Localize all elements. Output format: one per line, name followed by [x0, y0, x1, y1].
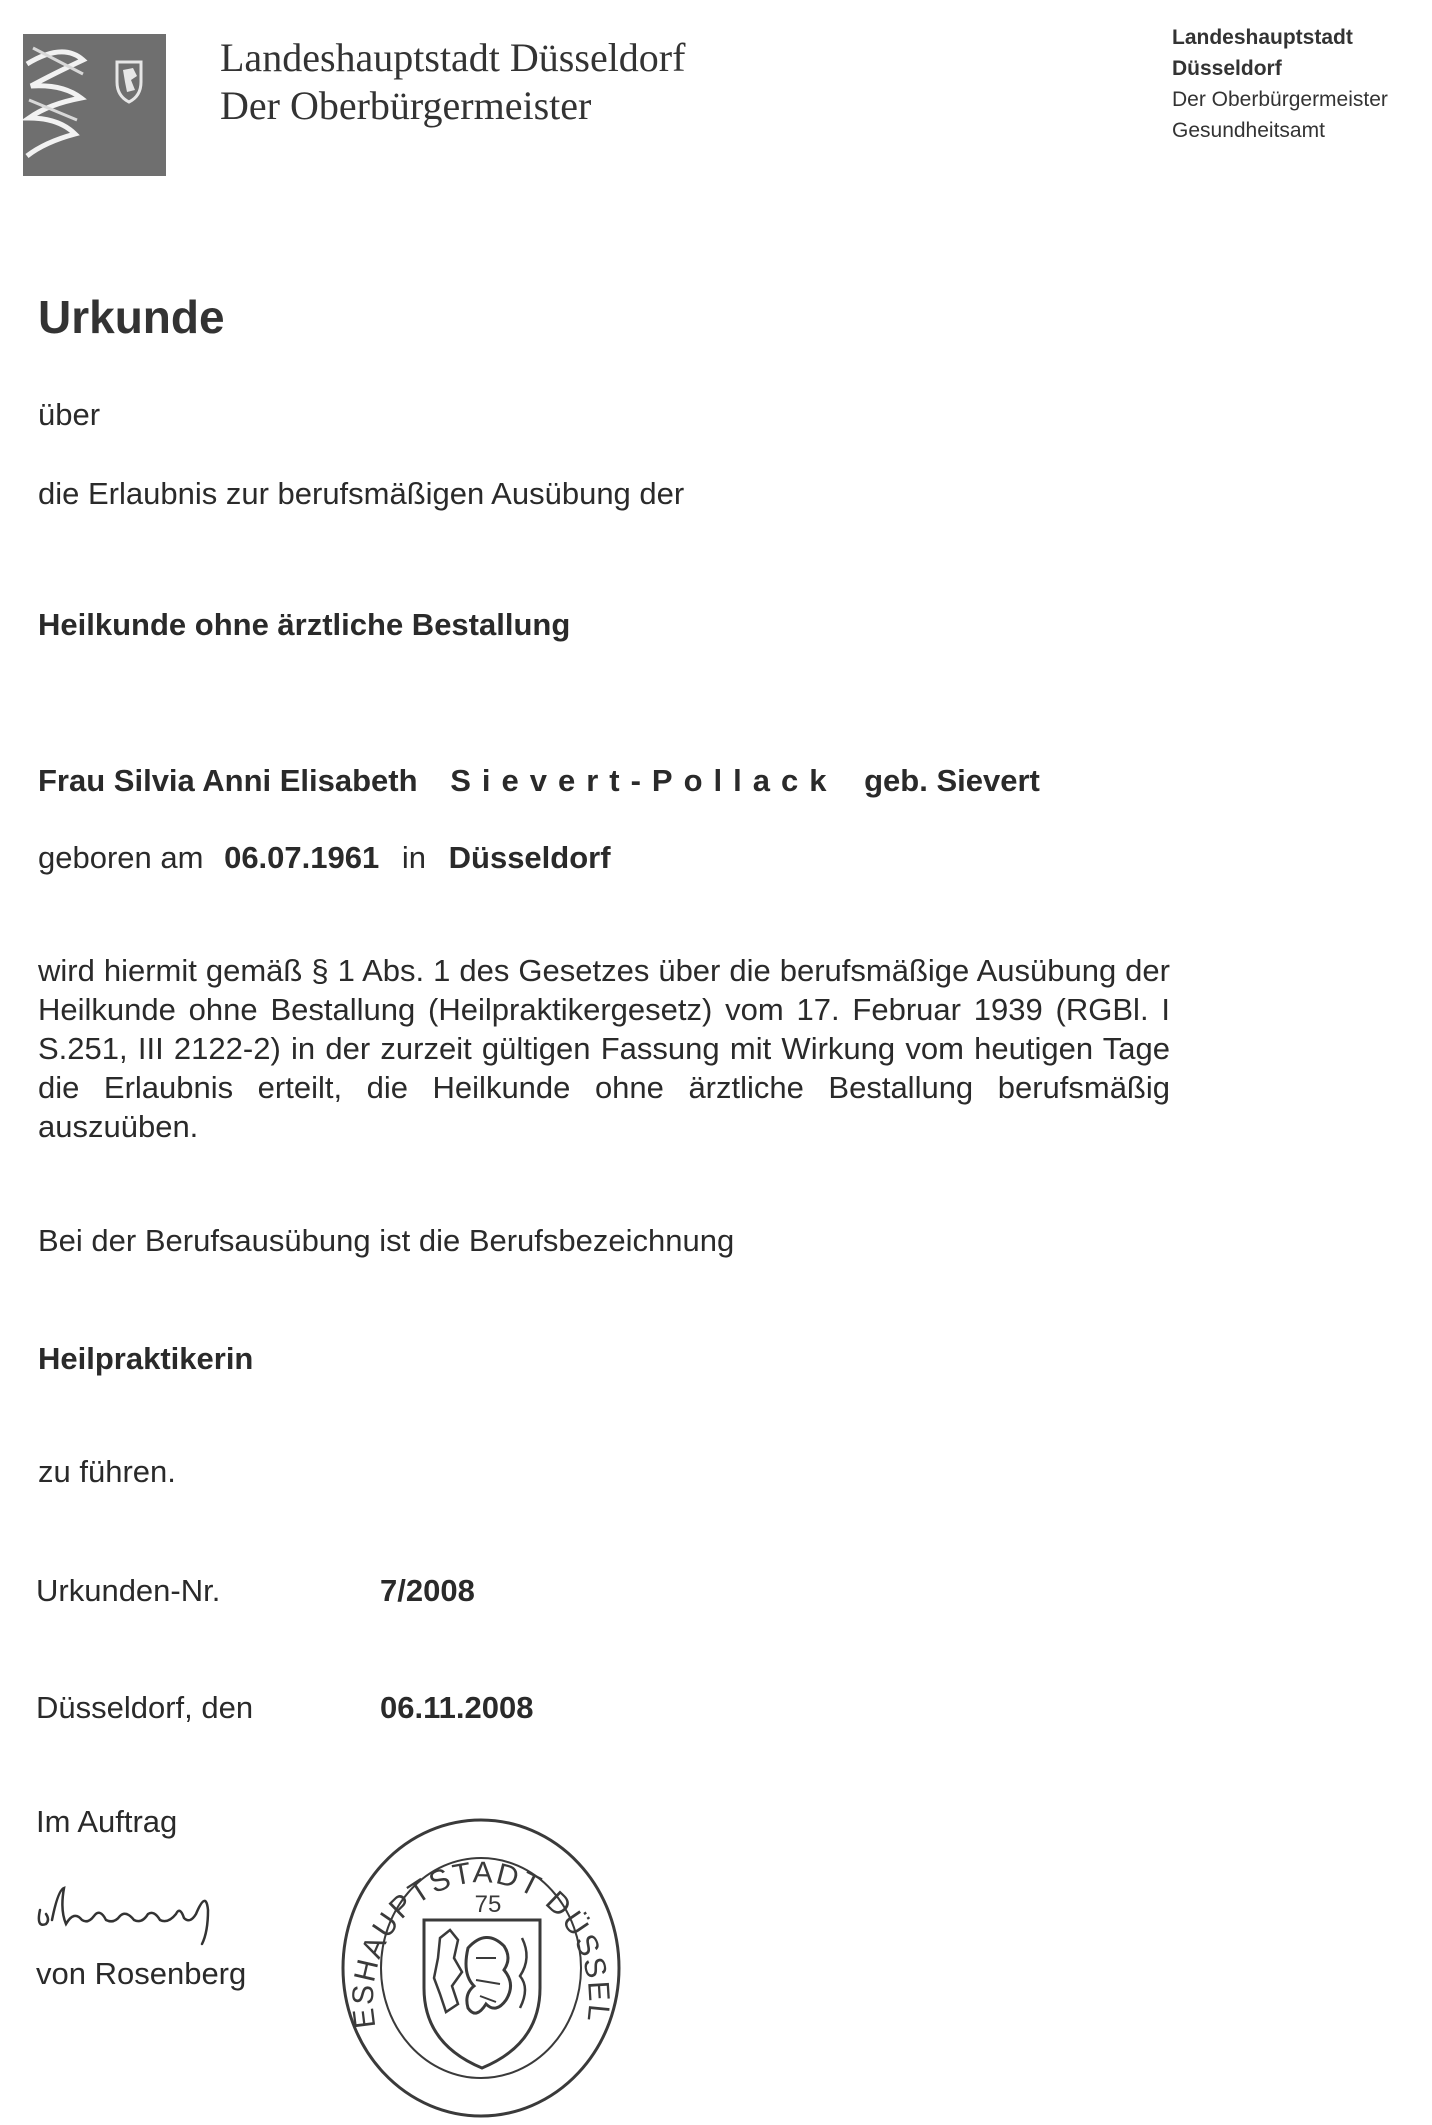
letterhead-office: Der Oberbürgermeister: [220, 83, 592, 128]
designation-intro: Bei der Berufsausübung ist die Berufsbezeichnung: [38, 1223, 735, 1258]
ueber-text: über: [38, 397, 101, 432]
birth-date: 06.07.1961: [224, 840, 380, 875]
letterhead-city: Landeshauptstadt Düsseldorf: [220, 35, 686, 80]
legal-paragraph: wird hiermit gemäß § 1 Abs. 1 des Gesetzes über die berufsmäßige Ausübung der Heilkunde ohne Bestallung (Heilpraktikergesetz) vom 17. Februar 1939 (RGBl. I S.251, III 2122-2) in der zurzeit gültigen Fassung mit Wirkung vom heutigen Tage die Erlaubnis erteilt, die Heilkunde ohne ärztliche Bestallung berufsmäßig auszuüben.: [38, 953, 1170, 1144]
city-logo-graphic: [23, 34, 166, 176]
im-auftrag: Im Auftrag: [36, 1804, 178, 1839]
official-seal-stamp: [336, 1808, 626, 2120]
designation: Heilpraktikerin: [38, 1341, 254, 1376]
letterhead-left: [220, 34, 685, 130]
holder-name-line: [38, 761, 1040, 801]
birth-in-label: in: [401, 840, 426, 875]
date-label: Düsseldorf, den: [36, 1690, 254, 1725]
holder-surname: Sievert-Pollack: [450, 763, 838, 798]
birth-label: geboren am: [38, 840, 204, 875]
subject-heading: Heilkunde ohne ärztliche Bestallung: [38, 607, 571, 642]
birth-line: [38, 838, 611, 878]
letterhead-right-line2: Düsseldorf: [1172, 57, 1282, 80]
designation-outro: zu führen.: [38, 1454, 176, 1489]
letterhead-right-line3: Der Oberbürgermeister: [1172, 88, 1388, 111]
birth-place: Düsseldorf: [448, 840, 611, 875]
holder-maiden-name: geb. Sievert: [864, 763, 1040, 798]
holder-first-names: Frau Silvia Anni Elisabeth: [38, 763, 418, 798]
letterhead-right-line1: Landeshauptstadt: [1172, 26, 1353, 49]
certificate-number: 7/2008: [380, 1573, 475, 1608]
issue-date: 06.11.2008: [380, 1690, 534, 1725]
certificate-number-label: Urkunden-Nr.: [36, 1573, 221, 1608]
signer-name: von Rosenberg: [36, 1956, 247, 1991]
letterhead-right: [1172, 22, 1388, 146]
handwritten-signature: [30, 1880, 240, 1950]
letterhead-right-line4: Gesundheitsamt: [1172, 119, 1325, 142]
document-title: Urkunde: [38, 291, 225, 343]
svg-text:LANDESHAUPTSTADT DÜSSELDORF: ESHAUPTSTADT DÜSSEL: [346, 1856, 616, 2031]
intro-text: die Erlaubnis zur berufsmäßigen Ausübung der: [38, 476, 685, 511]
city-logo: [23, 34, 166, 176]
svg-text:75: 75: [474, 1891, 502, 1918]
